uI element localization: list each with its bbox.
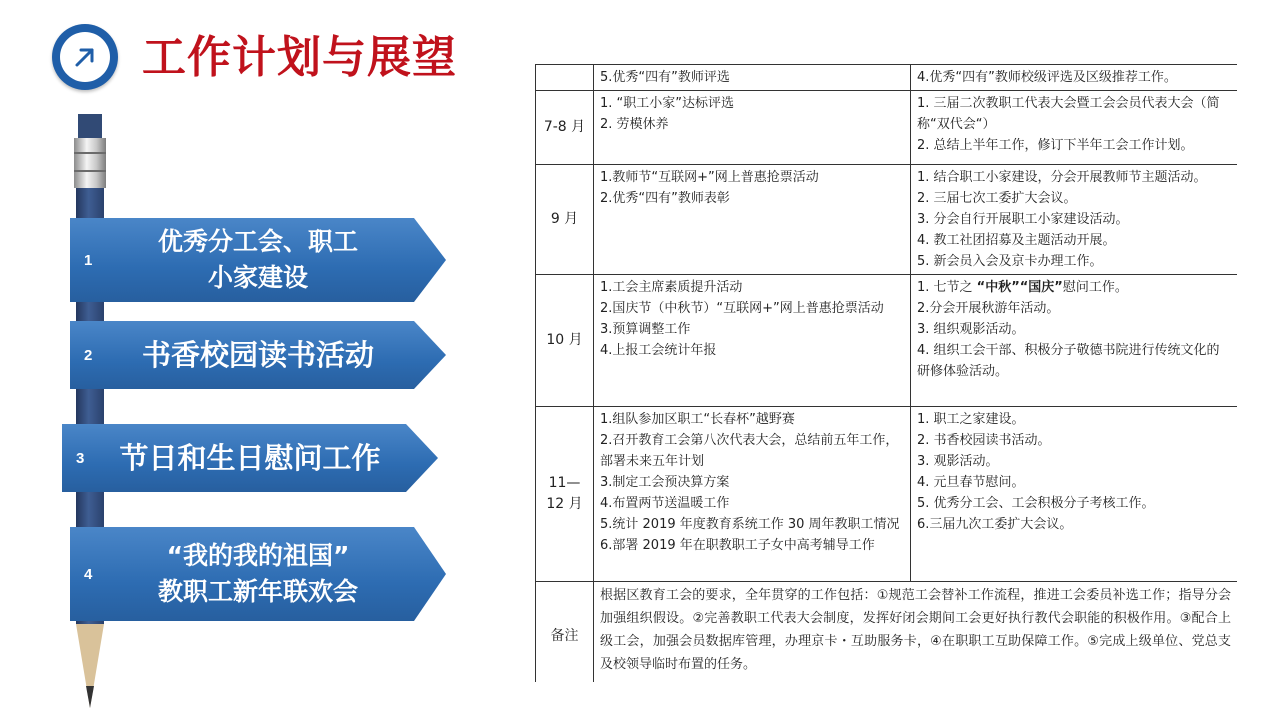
month-cell: 10 月 <box>536 275 594 407</box>
month-cell <box>536 407 594 582</box>
school-activities-cell <box>911 91 1238 165</box>
list-item: 1.教师节“互联网+”网上普惠抢票活动 <box>600 170 819 185</box>
list-item: 5. 新会员入会及京卡办理工作。 <box>917 254 1103 269</box>
list-item: 4.上报工会统计年报 <box>600 343 717 358</box>
union-activities-cell <box>594 65 911 91</box>
month-line2: 12 月 <box>546 496 583 512</box>
list-item: 4. 元旦春节慰问。 <box>917 475 1025 490</box>
list-item: 3.预算调整工作 <box>600 322 691 337</box>
list-item: 2.优秀“四有”教师表彰 <box>600 191 730 206</box>
banner-label-line1: “我的我的祖国” <box>166 541 350 570</box>
schedule-table <box>535 64 1237 682</box>
notes-label-cell: 备注 <box>536 582 594 683</box>
list-item <box>917 277 1231 298</box>
notes-cell: 根据区教育工会的要求，全年贯穿的工作包括：①规范工会替补工作流程，推进工会委员补选工作；指导分会加强组织假设。②完善教职工代表大会制度，发挥好闭会期间工会更好执行教代会职能的积极作用。③配合上级工会，加强会员数据库管理，办理京卡・互助服务卡，④在职职工互助保障工作。⑤完成上级单位、党总支及校领导临时布置的任务。 <box>594 582 1238 683</box>
union-activities-cell <box>594 165 911 275</box>
list-item: 2. 书香校园读书活动。 <box>917 433 1051 448</box>
table-row <box>536 165 1238 275</box>
union-activities-cell <box>594 275 911 407</box>
banner-label-line1: 优秀分工会、职工 <box>157 227 358 256</box>
banner-label-line1: 书香校园读书活动 <box>141 338 374 372</box>
month-cell: 9 月 <box>536 165 594 275</box>
school-activities-cell <box>911 275 1238 407</box>
table-row <box>536 407 1238 582</box>
arrow-up-right-icon <box>68 40 102 74</box>
list-item: 1. 三届二次教职工代表大会暨工会会员代表大会（简称“双代会“） <box>917 96 1220 132</box>
list-item: 1.组队参加区职工“长春杯”越野赛 <box>600 412 795 427</box>
list-item: 3. 组织观影活动。 <box>917 322 1025 337</box>
list-item: 1.工会主席素质提升活动 <box>600 280 743 295</box>
month-cell: 7-8 月 <box>536 91 594 165</box>
month-line1: 11— <box>548 475 581 491</box>
list-item: 3.制定工会预决算方案 <box>600 475 730 490</box>
school-activities-cell <box>911 407 1238 582</box>
banner-label-line2: 教职工新年联欢会 <box>157 577 358 606</box>
table-row <box>536 275 1238 407</box>
list-item: 5.统计 2019 年度教育系统工作 30 周年教职工情况 <box>600 517 900 532</box>
union-activities-cell <box>594 91 911 165</box>
banner-label-line1: 节日和生日慰问工作 <box>119 441 381 475</box>
list-item: 5.优秀“四有”教师评选 <box>600 70 730 85</box>
banner-item-3 <box>62 424 438 492</box>
list-item: 4.优秀“四有”教师校级评选及区级推荐工作。 <box>917 70 1177 85</box>
table-row <box>536 582 1238 683</box>
list-item: 6.部署 2019 年在职教职工子女中高考辅导工作 <box>600 538 875 553</box>
table-row <box>536 91 1238 165</box>
banner-item-2 <box>70 321 446 389</box>
list-item: 4. 教工社团招募及主题活动开展。 <box>917 233 1116 248</box>
list-item: 6.三届九次工委扩大会议。 <box>917 517 1073 532</box>
list-item: 1. 职工之家建设。 <box>917 412 1025 427</box>
list-item: 4.布置两节送温暖工作 <box>600 496 730 511</box>
list-item: 3. 观影活动。 <box>917 454 999 469</box>
header-logo <box>52 24 118 90</box>
list-item: 2. 总结上半年工作，修订下半年工会工作计划。 <box>917 138 1194 153</box>
list-item: 3. 分会自行开展职工小家建设活动。 <box>917 212 1129 227</box>
table-row <box>536 65 1238 91</box>
list-item: 2. 三届七次工委扩大会议。 <box>917 191 1077 206</box>
page-title: 工作计划与展望 <box>142 32 457 83</box>
banner-number: 4 <box>84 565 93 583</box>
school-activities-cell <box>911 165 1238 275</box>
list-item: 5. 优秀分工会、工会积极分子考核工作。 <box>917 496 1155 511</box>
list-item: 2.国庆节（中秋节）“互联网+”网上普惠抢票活动 <box>600 301 884 316</box>
list-item: 2. 劳模休养 <box>600 117 669 132</box>
list-item: 2.召开教育工会第八次代表大会，总结前五年工作，部署未来五年计划 <box>600 433 899 469</box>
list-item: 4. 组织工会干部、积极分子敬德书院进行传统文化的研修体验活动。 <box>917 343 1220 379</box>
union-activities-cell <box>594 407 911 582</box>
month-cell <box>536 65 594 91</box>
banner-number: 3 <box>76 449 85 467</box>
banner-item-1 <box>70 218 446 302</box>
list-item-suffix: 慰问工作。 <box>1062 280 1128 295</box>
list-item: 1. 结合职工小家建设，分会开展教师节主题活动。 <box>917 170 1207 185</box>
schedule-table-container <box>535 64 1237 682</box>
list-item: 2.分会开展秋游年活动。 <box>917 301 1060 316</box>
school-activities-cell <box>911 65 1238 91</box>
banner-item-4 <box>70 527 446 621</box>
list-item: 1. “职工小家”达标评选 <box>600 96 735 111</box>
list-item-prefix: 1. 七节之 <box>917 280 977 295</box>
list-item-highlight: “中秋”“国庆” <box>976 280 1063 295</box>
banner-number: 2 <box>84 346 93 364</box>
banner-label-line2: 小家建设 <box>207 263 308 292</box>
banner-number: 1 <box>84 251 93 269</box>
